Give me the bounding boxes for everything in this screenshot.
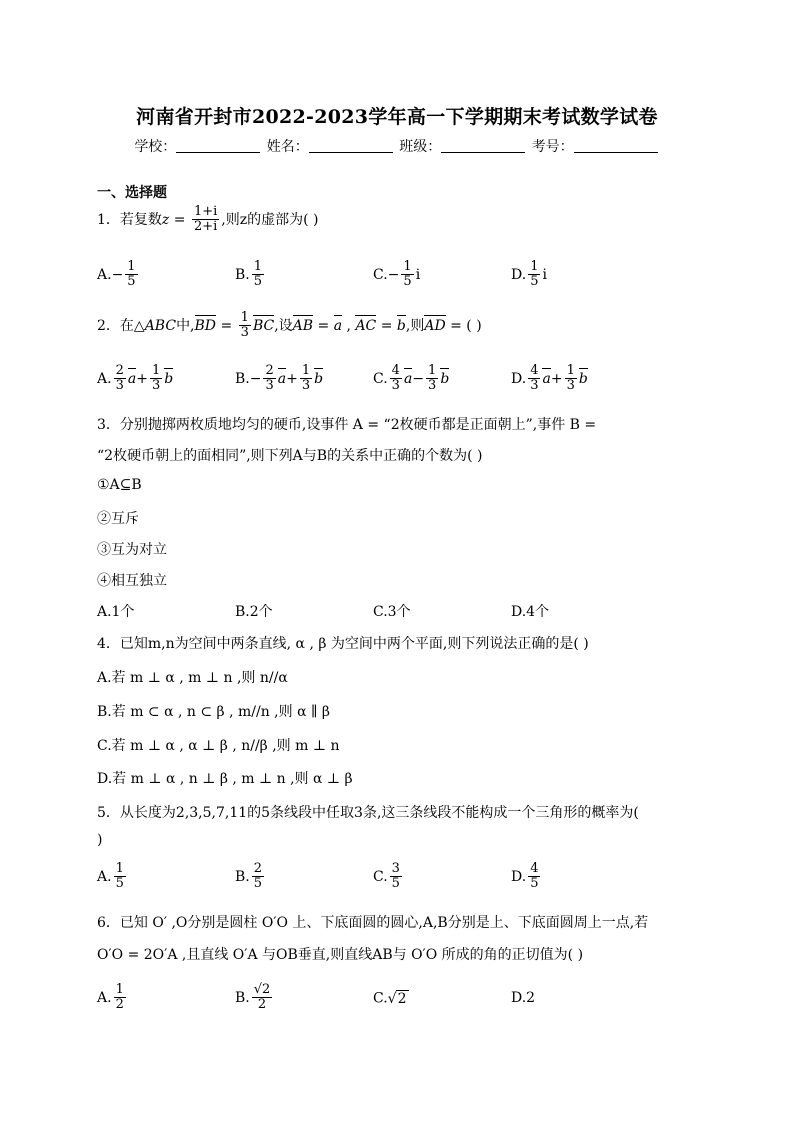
q2-a-vec-a: a	[127, 370, 137, 387]
name-blank[interactable]	[309, 152, 393, 153]
q2-b-label: B.	[235, 370, 250, 387]
q1-d-label: D.	[511, 266, 527, 283]
q2-fden: 3	[240, 325, 249, 341]
q5-c-den: 5	[391, 876, 400, 892]
q6-a-label: A.	[97, 989, 112, 1006]
q3-statement-2: ②互斥	[97, 511, 139, 527]
q2-a-frac1	[114, 364, 126, 394]
q3-option-b[interactable]: B.2个	[235, 604, 273, 620]
q4-option-a[interactable]: A.若 m ⊥ α , m ⊥ n ,则 n//α	[97, 670, 288, 686]
q6-line-1: 6．已知 O′ ,O分别是圆柱 O′O 上、下底面圆的圆心,A,B分别是上、下底面圆周上一点,若	[97, 915, 649, 931]
q4-option-c[interactable]: C.若 m ⊥ α , α ⊥ β , n//β ,则 m ⊥ n	[97, 738, 340, 754]
q2-a-n2: 1	[151, 363, 161, 378]
school-label: 学校：	[134, 139, 177, 155]
q2-option-b[interactable]	[235, 364, 323, 394]
q1-d-frac	[528, 260, 540, 290]
q1-c-tail: i	[415, 266, 421, 283]
q1-option-c[interactable]	[373, 260, 420, 290]
q5-line-1: 5．从长度为2,3,5,7,11的5条线段中任取3条,这三条线段不能构成一个三角形的概率为(	[97, 805, 639, 821]
q2-vec-a: a	[333, 317, 343, 334]
q2-triangle: △ABC	[133, 317, 177, 334]
q1-b-num: 1	[253, 259, 263, 274]
number-blank[interactable]	[574, 152, 658, 153]
q5-d-label: D.	[511, 868, 527, 885]
q2-c-op: −	[412, 370, 425, 387]
q6-option-b[interactable]	[235, 983, 274, 1013]
q2-vec-b: b	[396, 317, 406, 334]
student-info-line	[0, 136, 794, 156]
q5-c-frac	[390, 862, 402, 892]
q5-option-d[interactable]	[511, 862, 542, 892]
q5-option-c[interactable]	[373, 862, 404, 892]
q2-d-vec-b: b	[578, 370, 588, 387]
q2-vec-ad: AD	[424, 317, 446, 334]
q3-statement-3: ③互为对立	[97, 542, 167, 558]
q5-d-frac	[528, 862, 540, 892]
q1-b-den: 5	[253, 274, 263, 290]
q1-d-den: 5	[530, 274, 539, 290]
q2-c-vec-b: b	[440, 370, 450, 387]
name-label: 姓名：	[266, 139, 309, 155]
q6-c-sqrt: √ 2	[387, 990, 407, 1007]
q2-b-vec-b: b	[314, 370, 324, 387]
q2-c-vec-a: a	[403, 370, 413, 387]
q2-c-d2: 3	[428, 378, 437, 394]
q4-option-d[interactable]: D.若 m ⊥ α , n ⊥ β , m ⊥ n ,则 α ⊥ β	[97, 771, 353, 787]
q1-var: z	[161, 211, 170, 228]
q2-vec-bc: BC	[252, 317, 275, 334]
q2-d-d1: 3	[530, 378, 539, 394]
q1-a-frac	[125, 260, 137, 290]
q2-a-d1: 3	[115, 378, 124, 394]
q1-d-num: 1	[530, 259, 539, 274]
q1-num: 1+i	[193, 204, 218, 219]
q5-d-num: 4	[530, 861, 539, 876]
school-blank[interactable]	[176, 152, 260, 153]
page-title: 河南省开封市2022-2023学年高一下学期期末考试数学试卷	[136, 106, 658, 128]
section-heading: 一、选择题	[97, 185, 167, 201]
q2-vec-ab: AB	[292, 317, 314, 334]
q5-a-den: 5	[115, 876, 124, 892]
q2-c-n2: 1	[428, 363, 437, 378]
q1-suffix: ,则z的虚部为( )	[221, 211, 319, 228]
q2-d-frac1	[528, 364, 540, 394]
q6-b-frac	[252, 983, 273, 1013]
q2-b-n1: 2	[265, 363, 274, 378]
q3-statement-4: ④相互独立	[97, 573, 167, 589]
q2-option-c[interactable]	[373, 364, 449, 394]
q2-option-d[interactable]	[511, 364, 588, 394]
question-1	[97, 205, 318, 235]
q2-d-vec-a: a	[542, 370, 551, 387]
question-2: 2．在△ABC中,BD = $\frac{1}{3}$ BC,设AB = a , AC = b,则AD = ( )	[97, 310, 482, 341]
q1-option-d[interactable]	[511, 260, 547, 290]
q2-a-d2: 3	[151, 378, 161, 394]
q2-c-frac2	[426, 364, 438, 394]
q1-a-sign: −	[111, 266, 124, 283]
q6-option-a[interactable]	[97, 983, 128, 1013]
q2-set: ,设	[274, 317, 293, 334]
q3-line-1: 3．分别抛掷两枚质地均匀的硬币,设事件 A = “2枚硬币都是正面朝上”,事件 B =	[97, 417, 597, 433]
q2-c-d1: 3	[391, 378, 400, 394]
q3-option-c[interactable]: C.3个	[373, 604, 411, 620]
class-blank[interactable]	[441, 152, 525, 153]
q6-option-c[interactable]	[373, 990, 409, 1007]
q2-d-op: +	[550, 370, 563, 387]
q1-option-a[interactable]	[97, 260, 140, 290]
q1-d-tail: i	[542, 266, 547, 283]
q5-b-frac	[252, 862, 264, 892]
q2-then: ,则	[405, 317, 425, 334]
q5-d-den: 5	[530, 876, 539, 892]
q2-prefix: 2．在	[97, 317, 134, 334]
q2-a-vec-b: b	[164, 370, 174, 387]
q2-fraction	[239, 311, 251, 341]
q1-fraction	[192, 205, 219, 235]
q2-b-sign: −	[249, 370, 262, 387]
q5-b-label: B.	[235, 868, 250, 885]
q6-c-label: C.	[373, 990, 388, 1007]
q2-d-label: D.	[511, 370, 527, 387]
q1-c-frac	[401, 260, 413, 290]
q2-a-frac2	[150, 364, 162, 394]
q4-option-b[interactable]: B.若 m ⊂ α , n ⊂ β , m//n ,则 α ∥ β	[97, 704, 330, 720]
q2-b-vec-a: a	[277, 370, 287, 387]
q6-b-label: B.	[235, 989, 250, 1006]
q2-a-op: +	[136, 370, 148, 387]
q2-mid: 中,	[176, 317, 195, 334]
q6-line-2: O′O = 2O′A ,且直线 O′A 与OB垂直,则直线AB与 O′O 所成的角的正切值为( )	[97, 947, 584, 963]
q5-b-den: 5	[253, 876, 263, 892]
q2-end: = ( )	[445, 317, 482, 334]
number-label: 考号：	[531, 139, 574, 155]
q1-den: 2+i	[193, 219, 218, 235]
q1-c-num: 1	[403, 259, 412, 274]
q2-eq: =	[216, 317, 237, 334]
q2-b-d2: 3	[301, 378, 311, 394]
q2-vec-bd: BD	[194, 317, 217, 334]
q1-c-sign: −	[387, 266, 400, 283]
q5-option-b[interactable]	[235, 862, 266, 892]
q1-c-label: C.	[373, 266, 388, 283]
q6-a-den: 2	[115, 997, 124, 1013]
q1-a-num: 1	[127, 259, 136, 274]
q4-line-1: 4．已知m,n为空间中两条直线, α , β 为空间中两个平面,则下列说法正确的是( )	[97, 636, 589, 652]
q5-c-num: 3	[391, 861, 400, 876]
q6-a-frac	[114, 983, 126, 1013]
q5-line-2: )	[97, 832, 103, 848]
q6-option-d[interactable]: D.2	[511, 990, 536, 1006]
q3-line-2: “2枚硬币朝上的面相同”,则下列A与B的关系中正确的个数为( )	[97, 448, 483, 464]
q2-fnum: 1	[240, 310, 249, 325]
q1-a-den: 5	[127, 274, 136, 290]
q2-option-a[interactable]	[97, 364, 173, 394]
q3-option-d[interactable]: D.4个	[511, 604, 550, 620]
q2-b-d1: 3	[265, 378, 274, 394]
q2-d-frac2	[565, 364, 577, 394]
q2-d-n2: 1	[566, 363, 575, 378]
q1-c-den: 5	[403, 274, 412, 290]
q1-b-frac	[252, 260, 264, 290]
q5-b-num: 2	[253, 861, 263, 876]
q2-b-n2: 1	[301, 363, 311, 378]
q1-a-label: A.	[97, 266, 112, 283]
q5-a-num: 1	[115, 861, 124, 876]
q1-eq: =	[169, 211, 190, 228]
q2-b-op: +	[286, 370, 298, 387]
q2-a-n1: 2	[115, 363, 124, 378]
q6-b-num: √2	[253, 982, 271, 997]
q1-option-b[interactable]	[235, 260, 266, 290]
q1-prefix: 1．若复数	[97, 211, 162, 228]
q6-a-num: 1	[115, 982, 124, 997]
q2-a-label: A.	[97, 370, 112, 387]
q3-statement-1: ①A⊆B	[97, 477, 142, 493]
class-label: 班级：	[399, 139, 442, 155]
q5-option-a[interactable]	[97, 862, 128, 892]
q2-d-d2: 3	[566, 378, 575, 394]
q1-b-label: B.	[235, 266, 250, 283]
q2-b-frac1	[263, 364, 275, 394]
q5-a-frac	[114, 862, 126, 892]
q6-c-radicand: 2	[397, 991, 407, 1007]
q2-c-label: C.	[373, 370, 388, 387]
q5-c-label: C.	[373, 868, 388, 885]
q2-b-frac2	[300, 364, 312, 394]
q3-option-a[interactable]: A.1个	[97, 604, 135, 620]
q2-c-frac1	[390, 364, 402, 394]
q5-a-label: A.	[97, 868, 112, 885]
q2-d-n1: 4	[530, 363, 539, 378]
q2-vec-ac: AC	[355, 317, 377, 334]
q2-c-n1: 4	[391, 363, 400, 378]
q6-b-den: 2	[257, 997, 267, 1013]
